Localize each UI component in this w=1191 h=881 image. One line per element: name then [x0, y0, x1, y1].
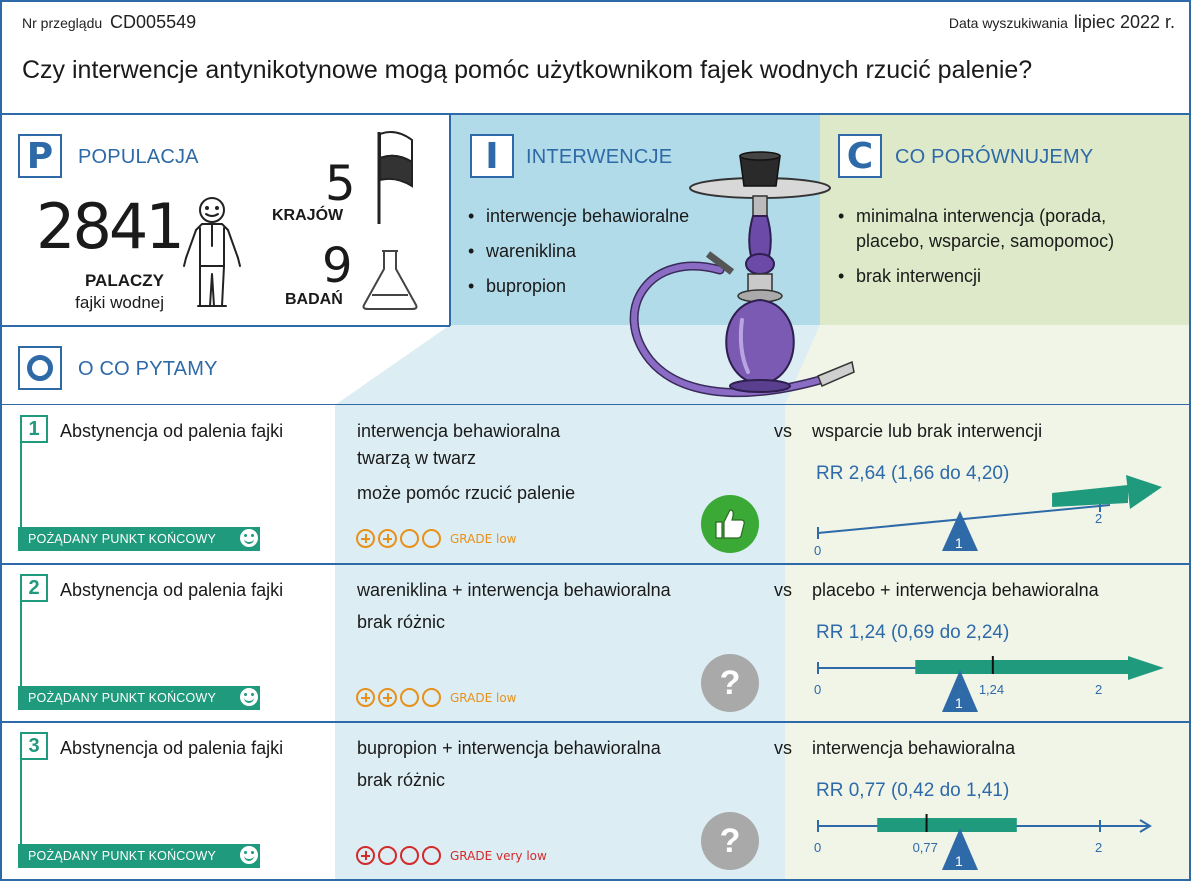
countries-count: 5: [325, 156, 356, 212]
grade-text: GRADE very low: [450, 848, 547, 863]
risk-ratio-text: RR 1,24 (0,69 do 2,24): [816, 622, 1010, 643]
participants-sublabel: fajki wodnej: [75, 293, 164, 312]
scale-label-0: 0: [814, 682, 822, 697]
grade-text: GRADE low: [450, 531, 517, 546]
scale-label-2: 2: [1095, 511, 1103, 526]
studies-label: BADAŃ: [285, 291, 343, 308]
countries-label: KRAJÓW: [272, 207, 344, 224]
scale-label-1: 1: [955, 535, 963, 551]
result-text: brak różnic: [357, 770, 446, 790]
comparison-item: • brak interwencji: [836, 264, 1166, 289]
scale-label-2: 2: [1095, 682, 1103, 697]
outcome-number: 3: [20, 732, 48, 760]
vs-label: vs: [774, 421, 792, 441]
grade-text: GRADE low: [450, 690, 517, 705]
scale-label-2: 2: [1095, 840, 1103, 855]
population-title: POPULACJA: [78, 146, 199, 168]
scale-label-0: 0: [814, 543, 822, 558]
intervention-text: bupropion + interwencja behawioralna: [357, 738, 661, 758]
desired-endpoint-label: POŻĄDANY PUNKT KOŃCOWY: [18, 686, 260, 710]
letter-i: I: [470, 134, 514, 178]
scale-label-1: 1: [955, 695, 963, 711]
scale-label-1: 1: [955, 853, 963, 869]
outcome-number: 2: [20, 574, 48, 602]
outcome-title: Abstynencja od palenia fajki: [60, 738, 284, 758]
letter-c: C: [838, 134, 882, 178]
intervention-text: interwencja behawioralna: [357, 421, 561, 441]
vs-label: vs: [774, 738, 792, 758]
rr-tick-label: 0,77: [912, 840, 938, 855]
scale-label-0: 0: [814, 840, 822, 855]
letter-p: P: [18, 134, 62, 178]
review-question: Czy interwencje antynikotynowe mogą pomóc użytkownikom fajek wodnych rzucić palenie?: [22, 56, 1033, 84]
result-text: może pomóc rzucić palenie: [357, 483, 576, 503]
studies-count: 9: [322, 238, 353, 294]
intervention-item: • bupropion: [466, 274, 736, 299]
outcome-title: Abstynencja od palenia fajki: [60, 421, 284, 441]
search-date: Data wyszukiwania lipiec 2022 r.: [948, 12, 1175, 32]
rr-tick-label: 1,24: [978, 682, 1005, 697]
outcome-title: Abstynencja od palenia fajki: [60, 580, 284, 600]
result-text: brak różnic: [357, 612, 446, 632]
desired-endpoint-label: POŻĄDANY PUNKT KOŃCOWY: [18, 844, 260, 868]
intervention-text: wareniklina + interwencja behawioralna: [357, 580, 671, 600]
comparison-title: CO PORÓWNUJEMY: [895, 146, 1094, 168]
comparator-text: interwencja behawioralna: [812, 738, 1016, 758]
participants-label: PALACZY: [84, 271, 164, 290]
comparison-item: • minimalna interwencja (porada, placebo, wsparcie, samopomoc): [836, 204, 1166, 254]
desired-endpoint-label: POŻĄDANY PUNKT KOŃCOWY: [18, 527, 260, 551]
review-id: CD005549: [110, 12, 197, 32]
intervention-item: • interwencje behawioralne: [466, 204, 736, 229]
intervention-title: INTERWENCJE: [526, 146, 673, 168]
comparator-text: placebo + interwencja behawioralna: [812, 580, 1099, 600]
question-icon: ?: [701, 654, 759, 712]
outcomes-title: O CO PYTAMY: [78, 358, 218, 380]
risk-ratio-text: RR 2,64 (1,66 do 4,20): [816, 463, 1010, 484]
vs-label: vs: [774, 580, 792, 600]
outcome-number: 1: [20, 415, 48, 443]
review-number: Nr przeglądu CD005549: [22, 12, 197, 32]
comparator-text: wsparcie lub brak interwencji: [812, 421, 1043, 441]
intervention-text-line2: twarzą w twarz: [357, 448, 477, 468]
intervention-item: • wareniklina: [466, 239, 736, 264]
question-icon: ?: [701, 812, 759, 870]
search-date-value: lipiec 2022 r.: [1073, 12, 1175, 32]
risk-ratio-text: RR 0,77 (0,42 do 1,41): [816, 780, 1010, 801]
ci-bar: [877, 818, 1017, 832]
participants-count: 2841: [36, 190, 182, 263]
